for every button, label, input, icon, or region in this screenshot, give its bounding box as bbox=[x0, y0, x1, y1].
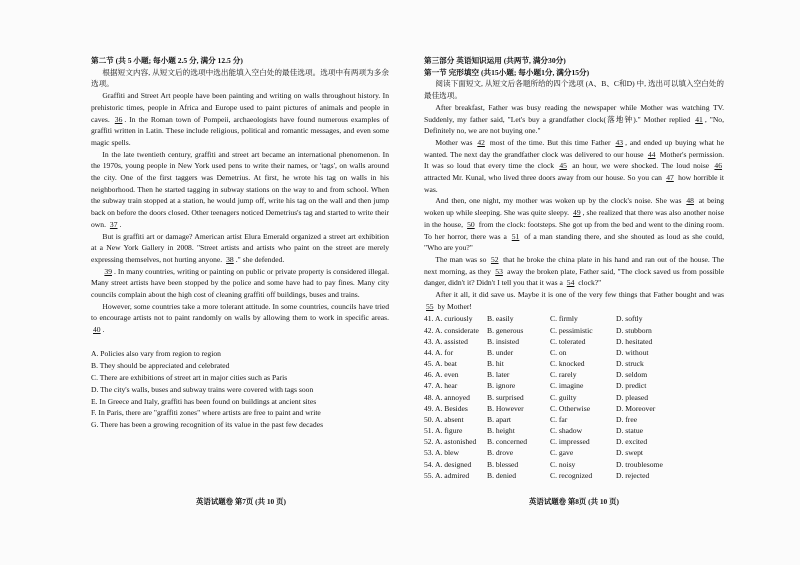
choice-option[interactable]: B. concerned bbox=[487, 437, 528, 447]
blank-43[interactable]: 43 bbox=[615, 137, 624, 147]
choice-option[interactable]: C. on bbox=[550, 347, 567, 357]
cloze-paragraph-4: The man was so 52 that he broke the china plate in his hand and ran out of the house. The next morning, as they 53 away the broken plate, Father said, "The clock saved us from possible danger, didn't it? Didn't I tell you that it was a 54 clock?" bbox=[424, 254, 724, 288]
paragraph-3: But is graffiti art or damage? American artist Elura Emerald organized a street art exhibition at a New York Gallery in 2008. "Street artists and artists who paint on the street are merely expressing themselves, not hurting anyone. 38 ." she defended. bbox=[91, 231, 389, 264]
choice-option[interactable]: B. height bbox=[487, 426, 515, 436]
blank-53[interactable]: 53 bbox=[495, 266, 503, 276]
choice-row bbox=[424, 459, 724, 470]
choice-option[interactable]: C. noisy bbox=[550, 459, 576, 469]
choice-option[interactable]: 50. A. absent bbox=[424, 414, 464, 424]
paragraph-5: However, some countries take a more tolerant attitude. In some countries, councils have tried to encourage artists not to paint randomly on walls by allowing them to work in specific areas. 40 . bbox=[91, 301, 389, 335]
choice-option[interactable]: D. rejected bbox=[616, 470, 650, 480]
blank-36[interactable]: 36 bbox=[114, 114, 123, 124]
blank-48[interactable]: 48 bbox=[686, 196, 694, 206]
left-page bbox=[91, 55, 389, 431]
blank-46[interactable]: 46 bbox=[714, 161, 723, 171]
choice-row bbox=[424, 425, 724, 436]
choice-row bbox=[424, 392, 724, 403]
choice-option[interactable]: B. under bbox=[487, 347, 514, 357]
choice-option[interactable]: 49. A. Besides bbox=[424, 403, 468, 413]
choice-row bbox=[424, 447, 724, 458]
choice-option[interactable]: D. excited bbox=[616, 437, 648, 447]
blank-47[interactable]: 47 bbox=[666, 173, 674, 183]
choice-option[interactable]: 46. A. even bbox=[424, 370, 459, 380]
page-footer-left: 英语试题卷 第7页 (共 10 页) bbox=[196, 497, 286, 506]
choice-option[interactable]: C. far bbox=[550, 414, 568, 424]
blank-39[interactable]: 39 bbox=[104, 266, 112, 276]
option-b: B. They should be appreciated and celebrated bbox=[91, 360, 230, 370]
choice-option[interactable]: C. tolerated bbox=[550, 336, 586, 346]
choices-table bbox=[424, 313, 724, 480]
choice-option[interactable]: D. free bbox=[616, 414, 638, 424]
choice-option[interactable]: D. pleased bbox=[616, 392, 649, 402]
choice-option[interactable]: 45. A. beat bbox=[424, 359, 457, 369]
choice-row bbox=[424, 336, 724, 347]
choice-row bbox=[424, 313, 724, 324]
blank-51[interactable]: 51 bbox=[511, 231, 520, 241]
choice-option[interactable]: C. knocked bbox=[550, 359, 585, 369]
choice-option[interactable]: 47. A. hear bbox=[424, 381, 458, 391]
choice-option[interactable]: C. impressed bbox=[550, 437, 590, 447]
choice-row bbox=[424, 436, 724, 447]
choice-row bbox=[424, 358, 724, 369]
blank-52[interactable]: 52 bbox=[490, 254, 499, 264]
choice-option[interactable]: D. predict bbox=[616, 381, 647, 391]
blank-44[interactable]: 44 bbox=[647, 149, 656, 159]
option-a: A. Policies also vary from region to region bbox=[91, 348, 221, 358]
cloze-paragraph-1: After breakfast, Father was busy reading the newspaper while Mother was watching TV. Suddenly, my father said, "Let's buy a grandfather clock(落地钟)." Mother replied 41 , "No, Definitely no, we are not buying one." bbox=[424, 102, 724, 136]
choice-option[interactable]: C. imagine bbox=[550, 381, 584, 391]
choice-option[interactable]: 43. A. assisted bbox=[424, 336, 468, 346]
blank-54[interactable]: 54 bbox=[566, 278, 575, 288]
option-d: D. The city's walls, buses and subway trains were covered with tags soon bbox=[91, 384, 314, 394]
blank-37[interactable]: 37 bbox=[109, 219, 118, 229]
choice-option[interactable]: B. easily bbox=[487, 314, 514, 324]
blank-42[interactable]: 42 bbox=[477, 137, 485, 147]
choice-option[interactable]: 44. A. for bbox=[424, 347, 454, 357]
choice-row bbox=[424, 414, 724, 425]
choice-option[interactable]: C. shadow bbox=[550, 426, 583, 436]
choice-option[interactable]: B. generous bbox=[487, 325, 524, 335]
blank-38[interactable]: 38 bbox=[226, 254, 234, 264]
cloze-paragraph-3: And then, one night, my mother was woken up by the clock's noise. She was 48 at being woken up while sleeping. She was quite sleepy. 49 , she realized that there was also another noise in the house, 50 from the clock: footsteps. She got up from the bed and went to the dining room. To her horror, there was a 51 of a man standing there, and she shouted as loud as she could, "Who are you?" bbox=[424, 196, 725, 253]
choice-option[interactable]: 54. A. designed bbox=[424, 459, 472, 469]
choice-option[interactable]: D. seldom bbox=[616, 370, 648, 380]
choice-option[interactable]: B. insisted bbox=[487, 336, 520, 346]
blank-55[interactable]: 55 bbox=[426, 301, 434, 311]
choice-option[interactable]: B. apart bbox=[487, 414, 512, 424]
choice-option[interactable]: 55. A. admired bbox=[424, 470, 470, 480]
choice-option[interactable]: C. Otherwise bbox=[550, 403, 591, 413]
choice-option[interactable]: B. However bbox=[487, 403, 524, 413]
blank-50[interactable]: 50 bbox=[467, 219, 475, 229]
choice-option[interactable]: C. guilty bbox=[550, 392, 577, 402]
choice-option[interactable]: C. recognized bbox=[550, 470, 593, 480]
instruction: 根据短文内容, 从短文后的选项中选出能填入空白处的最佳选项。选项中有两项为多余选项。 bbox=[91, 67, 389, 89]
choice-option[interactable]: D. statue bbox=[616, 426, 643, 436]
choice-option[interactable]: 41. A. curiously bbox=[424, 314, 473, 324]
choice-option[interactable]: B. drove bbox=[487, 448, 514, 458]
paragraph-2: In the late twentieth century, graffiti and street art became an international phenomenon. In the 1970s, young people in New York used pens to write their names, or 'tags', on walls around the city. One of the first taggers was Demetrius. At first, he wrote his tag on walls in his neighborhood. Then he started tagging in subway stations on the way to and from school. When the subway train stopped at a station, he would jump off, write his tag on the wall and then jump back on before the doors closed. Other teenagers noticed Demetrius's tag and started to write their own. 37 . bbox=[91, 149, 389, 229]
choice-option[interactable]: D. stubborn bbox=[616, 325, 652, 335]
section-heading-cloze: 第一节 完形填空 (共15小题; 每小题1分, 满分15分) bbox=[424, 67, 590, 77]
choice-option[interactable]: 51. A. figure bbox=[424, 426, 463, 436]
choice-option[interactable]: C. gave bbox=[550, 448, 574, 458]
option-g: G. There has been a growing recognition of its value in the past few decades bbox=[91, 420, 324, 430]
choice-option[interactable]: 42. A. considerate bbox=[424, 325, 479, 335]
choice-option[interactable]: D. swept bbox=[616, 448, 643, 458]
choice-option[interactable]: D. softly bbox=[616, 314, 643, 324]
page-footer-right: 英语试题卷 第8页 (共 10 页) bbox=[529, 497, 619, 506]
choice-option[interactable]: C. rarely bbox=[550, 370, 577, 380]
choice-option[interactable]: D. hesitated bbox=[616, 336, 653, 346]
blank-41[interactable]: 41 bbox=[695, 114, 703, 124]
choice-option[interactable]: 53. A. blew bbox=[424, 448, 460, 458]
section-heading: 第二节 (共 5 小题; 每小题 2.5 分, 满分 12.5 分) bbox=[91, 56, 243, 65]
choice-option[interactable]: 48. A. annoyed bbox=[424, 392, 470, 402]
choice-option[interactable]: D. without bbox=[616, 347, 649, 357]
choice-row bbox=[424, 325, 724, 336]
choice-option[interactable]: D. troublesome bbox=[616, 459, 663, 469]
right-page bbox=[424, 55, 724, 481]
option-c: C. There are exhibitions of street art in major cities such as Paris bbox=[91, 372, 288, 382]
choice-option[interactable]: D. Moreover bbox=[616, 403, 656, 413]
choice-option[interactable]: B. denied bbox=[487, 470, 517, 480]
choice-row bbox=[424, 369, 724, 380]
choice-row bbox=[424, 380, 724, 391]
blank-40[interactable]: 40 bbox=[93, 325, 101, 335]
blank-45[interactable]: 45 bbox=[559, 161, 567, 171]
choice-option[interactable]: 52. A. astonished bbox=[424, 437, 477, 447]
choice-option[interactable]: C. firmly bbox=[550, 314, 578, 324]
choice-option[interactable]: B. blessed bbox=[487, 459, 519, 469]
choice-option[interactable]: C. pessimistic bbox=[550, 325, 593, 335]
blank-49[interactable]: 49 bbox=[573, 208, 581, 218]
cloze-paragraph-5: After it all, it did save us. Maybe it is one of the very few things that Father bought and was 55 by Mother! bbox=[426, 290, 724, 311]
choice-row bbox=[424, 470, 724, 481]
choice-option[interactable]: B. surprised bbox=[487, 392, 524, 402]
option-e: E. In Greece and Italy, graffiti has been found on buildings at ancient sites bbox=[91, 396, 317, 406]
choice-row bbox=[424, 403, 724, 414]
choice-option[interactable]: B. hit bbox=[487, 359, 504, 369]
choice-option[interactable]: B. ignore bbox=[487, 381, 516, 391]
option-f: F. In Paris, there are "graffiti zones" where artists are free to paint and write bbox=[91, 408, 321, 418]
part-heading: 第三部分 英语知识运用 (共两节, 满分30分) bbox=[424, 56, 566, 65]
choice-option[interactable]: D. struck bbox=[616, 359, 644, 369]
cloze-instruction: 阅读下面短文, 从短文后各题所给的四个选项 (A、B、C和D) 中, 选出可以填入空白处的最佳选项。 bbox=[424, 79, 724, 101]
choice-row bbox=[424, 347, 724, 358]
paragraph-4: 39 . In many countries, writing or painting on public or private property is considered illegal. Many street artists have been stopped by the police and some have had to pay fines. Many city councils complain about the high cost of cleaning graffiti off buildings, buses and trains. bbox=[91, 266, 389, 300]
cloze-paragraph-2: Mother was 42 most of the time. But this time Father 43 , and ended up buying what he wanted. The next day the grandfather clock was delivered to our house 44 Mother's permission. It was so loud that every time the clock 45 an hour, we were shocked. The loud noise 46 attracted Mr. Kunal, who lived three doors away from our house. So you can 47 how horrible it was. bbox=[424, 137, 724, 194]
choice-option[interactable]: B. later bbox=[487, 370, 510, 380]
paragraph-1: Graffiti and Street Art people have been painting and writing on walls throughout history. In prehistoric times, people in Africa and Europe used to paint pictures of animals and people in caves. 36 . In the Roman town of Pompeii, archaeologists have found numerous examples of graffiti written in Latin. These include religious, political and romantic messages, and even some magic spells. bbox=[91, 91, 389, 147]
options-list bbox=[91, 348, 389, 431]
